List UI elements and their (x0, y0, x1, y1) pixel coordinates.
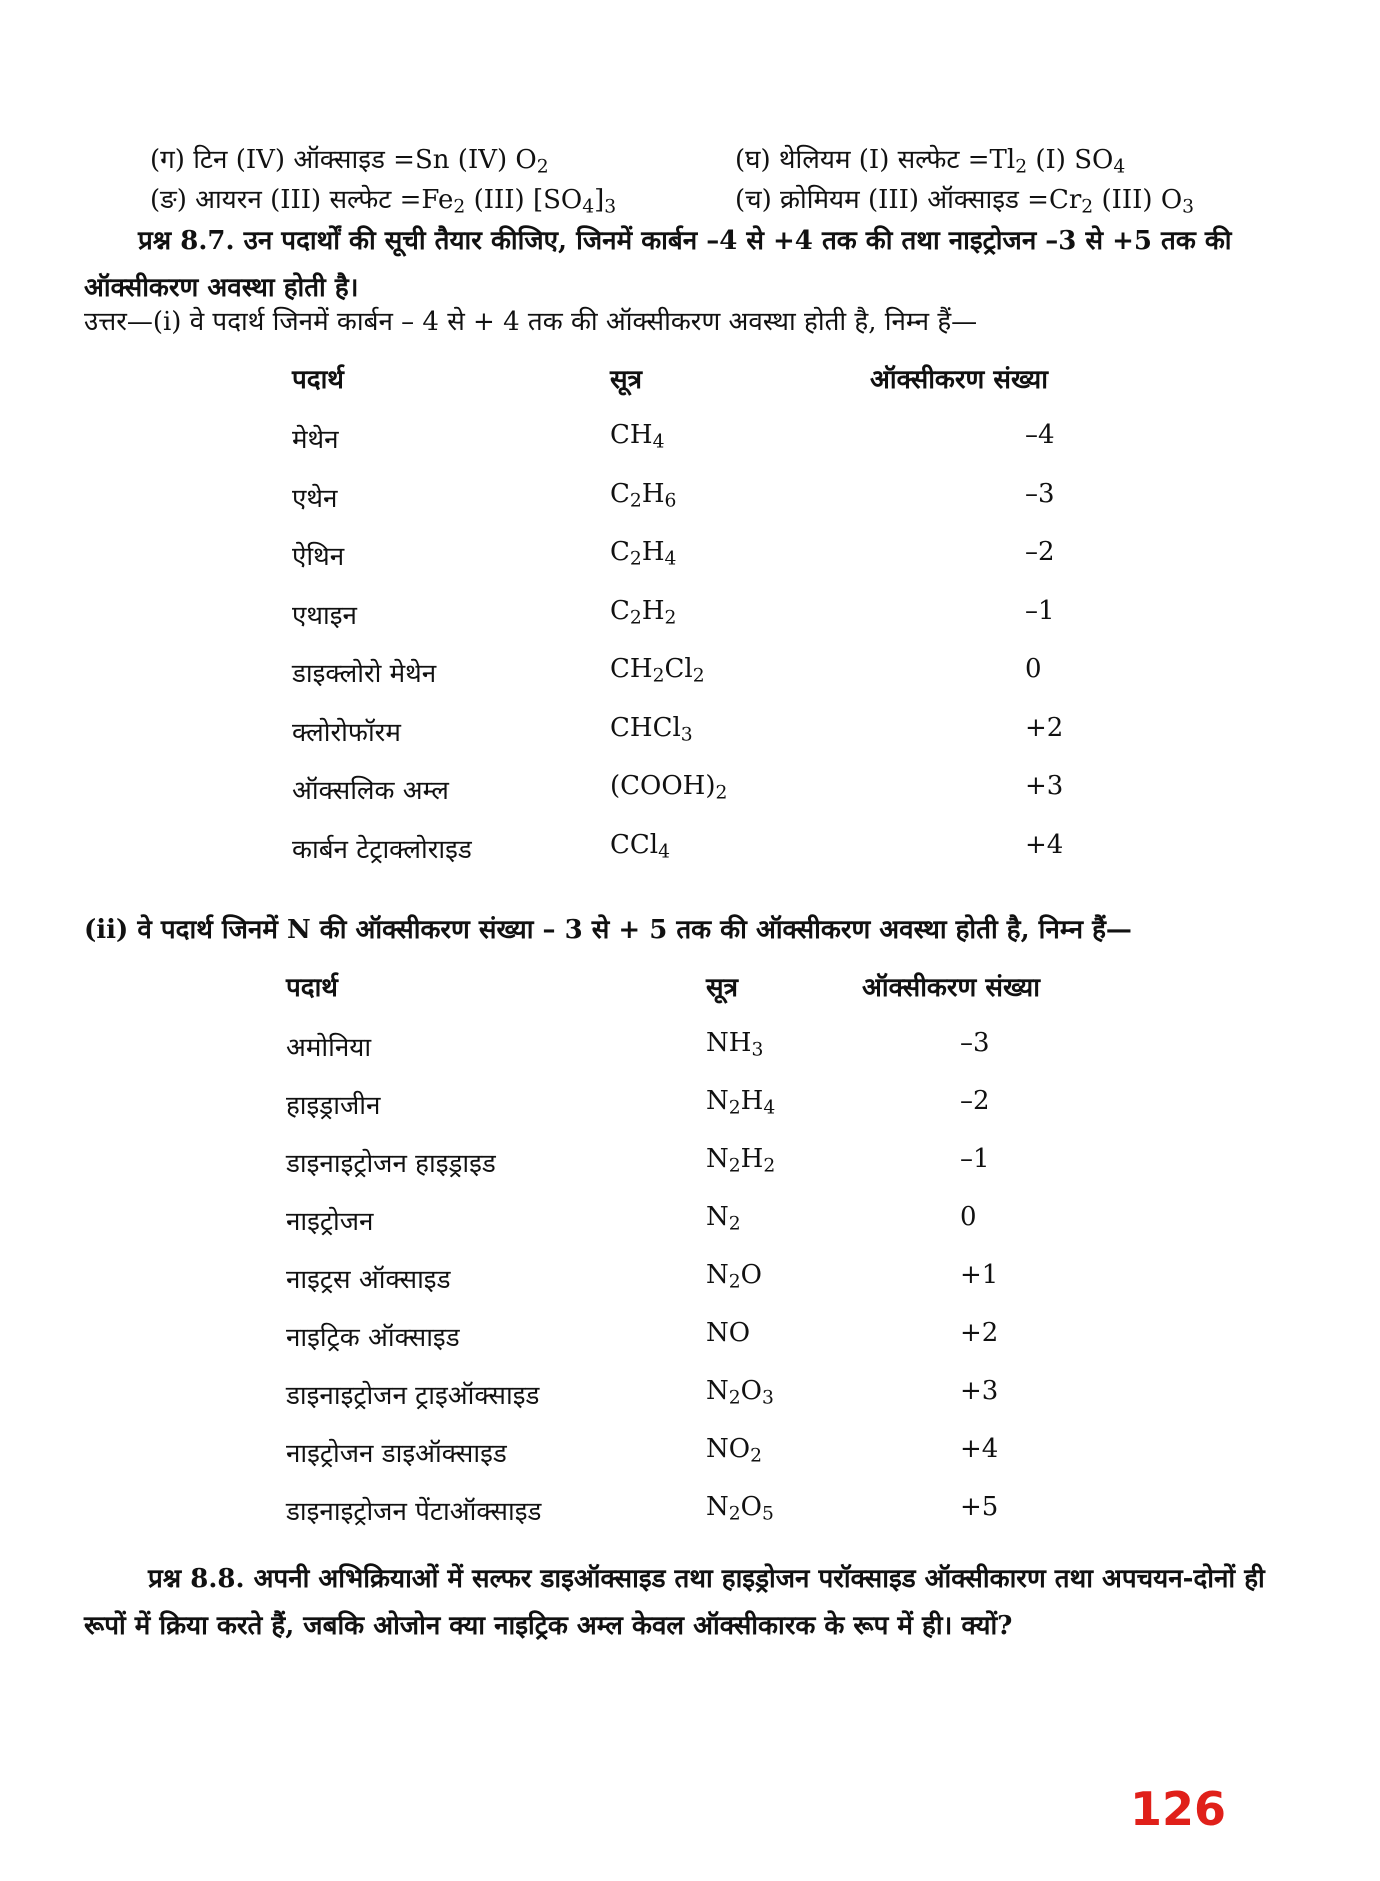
oxidation-number: –3 (960, 1028, 990, 1058)
oxidation-number: 0 (960, 1202, 977, 1232)
line-gh (735, 140, 1125, 178)
substance-name: डाइनाइट्रोजन हाइड्राइड (286, 1149, 496, 1179)
oxidation-number: –2 (1025, 537, 1055, 567)
substance-formula: $CH_2Cl_2$ (610, 654, 705, 687)
substance-formula: $N_2O_3$ (706, 1376, 774, 1409)
oxidation-number: –3 (1025, 478, 1055, 509)
line-n (150, 180, 616, 218)
substance-formula: $CH_4$ (610, 420, 665, 453)
substance-name: डाइनाइट्रोजन पेंटाऑक्साइड (286, 1497, 542, 1527)
substance-name: हाइड्राजीन (286, 1091, 381, 1121)
substance-formula: $C_2H_6$ (610, 478, 677, 512)
substance-name: अमोनिया (286, 1033, 372, 1063)
line-g-formula: Sn (IV) $O_2$ (414, 145, 549, 178)
substance-formula: $C_2H_4$ (610, 537, 677, 570)
substance-name: डाइक्लोरो मेथेन (292, 659, 437, 689)
substance-formula: CHCl$_3$ (610, 712, 693, 746)
substance-formula: $C_2H_2$ (610, 595, 677, 629)
question-8-8: प्रश्न 8.8. अपनी अभिक्रियाओं में सल्फर डाइऑक्साइड तथा हाइड्रोजन परॉक्साइड ऑक्सीकारण तथा अपचयन-दोनों ही रूपों में क्रिया करते हैं, जबकि ओजोन क्या नाइट्रिक अम्ल केवल ऑक्सीकारक के रूप में ही। क्यों? (84, 1564, 1265, 1641)
part-ii-heading: (ii) वे पदार्थ जिनमें N की ऑक्सीकरण संख्या – 3 से + 5 तक की ऑक्सीकरण अवस्था होती है, निम्न हैं— (84, 915, 1132, 945)
oxidation-number: +4 (960, 1434, 999, 1464)
oxidation-number: +4 (1025, 829, 1064, 860)
table-header-cell: सूत्र (706, 973, 738, 1003)
substance-name: एथेन (292, 483, 338, 514)
table-header-cell: सूत्र (610, 365, 642, 395)
substance-formula: $NH_3$ (706, 1028, 764, 1061)
oxidation-number: 0 (1025, 654, 1042, 684)
line-ch-label: (च) क्रोमियम (III) ऑक्साइड = (735, 185, 1049, 215)
substance-formula: $N_2O$ (706, 1260, 762, 1293)
line-gh-label: (घ) थेलियम (I) सल्फेट = (735, 145, 990, 175)
line-g (150, 140, 549, 178)
substance-name: डाइनाइट्रोजन ट्राइऑक्साइड (286, 1381, 540, 1411)
line-gh-formula: $Tl_2$ (I) $SO_4$ (989, 145, 1126, 178)
oxidation-number: –4 (1025, 420, 1055, 450)
oxidation-number: +2 (1025, 712, 1064, 743)
substance-formula: NO (706, 1318, 751, 1348)
table-header-cell: ऑक्सीकरण संख्या (862, 973, 1040, 1003)
line-g-label: (ग) टिन (IV) ऑक्साइड = (150, 145, 415, 175)
substance-name: मेथेन (292, 425, 339, 455)
substance-formula: $N_2H_4$ (706, 1086, 776, 1119)
oxidation-number: –1 (960, 1144, 990, 1174)
substance-name: नाइट्रस ऑक्साइड (286, 1265, 451, 1295)
substance-name: नाइट्रिक ऑक्साइड (286, 1323, 460, 1353)
substance-formula: $N_2O_5$ (706, 1492, 774, 1525)
substance-name: नाइट्रोजन डाइऑक्साइड (286, 1439, 507, 1469)
substance-name: क्लोरोफॉरम (292, 717, 401, 748)
substance-name: एथाइन (292, 600, 357, 631)
oxidation-number: +1 (960, 1260, 999, 1290)
substance-name: ऐथिन (292, 542, 345, 572)
line-ch (735, 180, 1194, 218)
substance-name: नाइट्रोजन (286, 1207, 374, 1237)
substance-name: कार्बन टेट्राक्लोराइड (292, 834, 472, 865)
oxidation-number: –1 (1025, 595, 1055, 626)
line-ch-formula: $Cr_2$ (III) $O_3$ (1048, 185, 1195, 218)
oxidation-number: +2 (960, 1318, 999, 1348)
substance-formula: $N_2H_2$ (706, 1144, 776, 1177)
substance-name: ऑक्सलिक अम्ल (292, 776, 449, 806)
table-header-cell: ऑक्सीकरण संख्या (870, 365, 1048, 395)
substance-formula: CCl$_4$ (610, 829, 671, 863)
table-header-cell: पदार्थ (292, 365, 344, 395)
page-number: 126 (1130, 1782, 1227, 1836)
table-header-cell: पदार्थ (286, 973, 338, 1003)
line-n-label: (ङ) आयरन (III) सल्फेट = (150, 185, 422, 215)
oxidation-number: +5 (960, 1492, 999, 1522)
oxidation-number: –2 (960, 1086, 990, 1116)
substance-formula: $NO_2$ (706, 1434, 762, 1467)
substance-formula: $N_2$ (706, 1202, 741, 1235)
substance-formula: $(COOH)_2$ (610, 771, 728, 804)
question-8-7: प्रश्न 8.7. उन पदार्थों की सूची तैयार कीजिए, जिनमें कार्बन –4 से +4 तक की तथा नाइट्रोजन –3 से +5 तक की ऑक्सीकरण अवस्था होती है। (84, 226, 1232, 303)
line-n-formula: $Fe_2$ (III) $[SO_4]_3$ (421, 185, 617, 218)
oxidation-number: +3 (960, 1376, 999, 1406)
oxidation-number: +3 (1025, 771, 1064, 801)
answer-intro: उत्तर—(i) वे पदार्थ जिनमें कार्बन – 4 से + 4 तक की ऑक्सीकरण अवस्था होती है, निम्न हैं— (84, 307, 978, 337)
